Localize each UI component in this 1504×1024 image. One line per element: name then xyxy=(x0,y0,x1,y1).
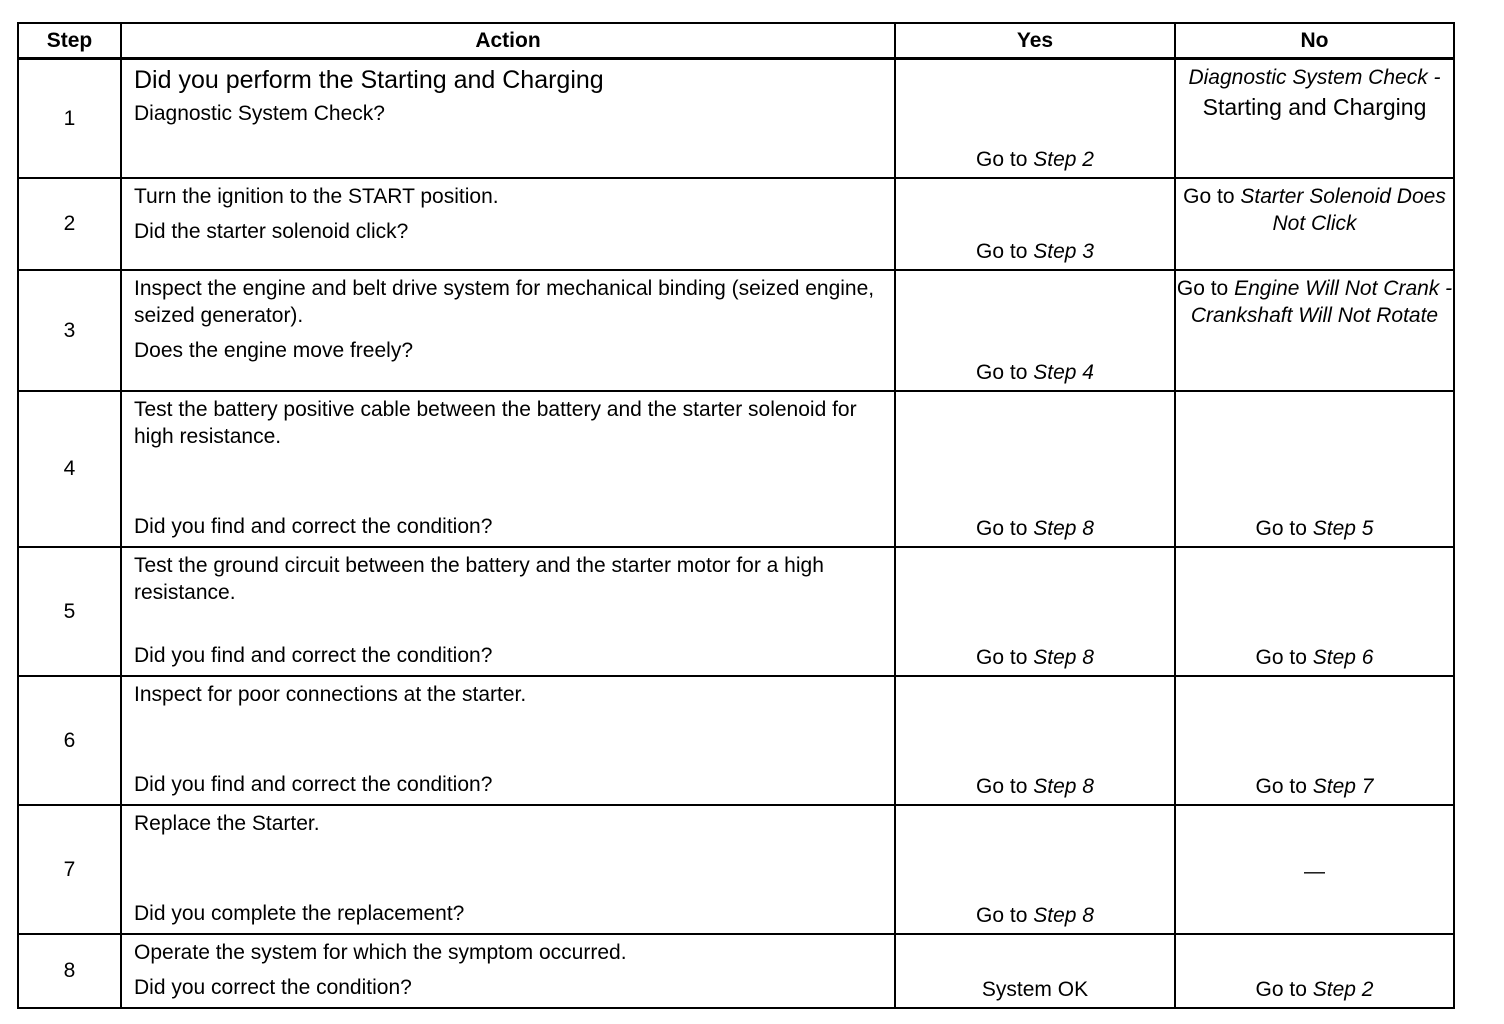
yes-link[interactable]: Step 8 xyxy=(1033,903,1094,927)
yes-cell xyxy=(895,547,1175,676)
action-cell xyxy=(121,547,895,676)
action-line: Did you perform the Starting and Charging xyxy=(134,66,604,94)
step-number: 5 xyxy=(18,547,121,676)
step-number: 6 xyxy=(18,676,121,805)
action-question: Did you find and correct the condition? xyxy=(134,643,493,667)
action-question: Did you complete the replacement? xyxy=(134,901,465,925)
no-prefix: Go to xyxy=(1255,645,1307,669)
no-prefix: Go to xyxy=(1255,774,1307,798)
no-link[interactable]: Starting and Charging xyxy=(1202,94,1427,120)
table-row xyxy=(18,805,1454,934)
step-number: 4 xyxy=(18,391,121,547)
header-step: Step xyxy=(18,23,121,59)
yes-cell xyxy=(895,934,1175,1008)
no-link[interactable]: Step 6 xyxy=(1312,645,1374,669)
step-number: 8 xyxy=(18,934,121,1008)
action-question: Did you find and correct the condition? xyxy=(134,772,493,796)
yes-link[interactable]: Step 2 xyxy=(1033,147,1094,171)
no-link[interactable]: Engine Will Not Crank - Crankshaft Will Not Rotate xyxy=(1190,276,1453,327)
yes-link[interactable]: Step 4 xyxy=(1033,360,1094,384)
no-prefix: Go to xyxy=(1255,977,1307,1001)
action-cell xyxy=(121,805,895,934)
no-cell xyxy=(1175,178,1454,270)
yes-prefix: Go to xyxy=(976,360,1028,384)
header-no: No xyxy=(1175,23,1454,59)
yes-prefix: Go to xyxy=(976,645,1028,669)
no-cell xyxy=(1175,547,1454,676)
step-number: 2 xyxy=(18,178,121,270)
action-line: Turn the ignition to the START position. xyxy=(134,184,499,208)
table-row xyxy=(18,178,1454,270)
table-row xyxy=(18,934,1454,1008)
yes-text: System OK xyxy=(981,977,1089,1001)
action-line: Did the starter solenoid click? xyxy=(134,219,409,243)
no-cell xyxy=(1175,805,1454,934)
yes-cell xyxy=(895,270,1175,391)
table-row xyxy=(18,391,1454,547)
action-line: Operate the system for which the symptom occurred. xyxy=(134,940,627,964)
no-link[interactable]: Diagnostic System Check - xyxy=(1188,66,1441,89)
yes-link[interactable]: Step 8 xyxy=(1033,645,1094,669)
table-row xyxy=(18,270,1454,391)
yes-cell xyxy=(895,805,1175,934)
yes-cell xyxy=(895,178,1175,270)
no-cell xyxy=(1175,934,1454,1008)
no-prefix: Go to xyxy=(1255,516,1307,540)
no-link[interactable]: Starter Solenoid Does Not Click xyxy=(1240,184,1446,235)
no-cell xyxy=(1175,676,1454,805)
table-row xyxy=(18,676,1454,805)
no-link[interactable]: Step 5 xyxy=(1312,516,1374,540)
no-prefix: Go to xyxy=(1183,184,1235,208)
yes-cell xyxy=(895,59,1175,178)
action-text: Inspect for poor connections at the starter. xyxy=(134,682,527,706)
header-row xyxy=(18,23,1454,59)
yes-prefix: Go to xyxy=(976,516,1028,540)
action-cell xyxy=(121,178,895,270)
no-prefix: Go to xyxy=(1176,276,1229,300)
action-question: Did you find and correct the condition? xyxy=(134,514,493,538)
yes-cell xyxy=(895,676,1175,805)
action-cell xyxy=(121,270,895,391)
action-text: Replace the Starter. xyxy=(134,811,320,835)
step-number: 1 xyxy=(18,59,121,178)
action-cell xyxy=(121,391,895,547)
action-cell xyxy=(121,676,895,805)
action-line: Did you correct the condition? xyxy=(134,975,412,999)
yes-cell xyxy=(895,391,1175,547)
yes-prefix: Go to xyxy=(976,239,1028,263)
no-cell xyxy=(1175,59,1454,178)
action-text: Inspect the engine and belt drive system for mechanical binding (seized engine, seized generator). xyxy=(134,276,875,327)
no-dash: — xyxy=(1304,859,1325,883)
header-yes: Yes xyxy=(895,23,1175,59)
table-row xyxy=(18,547,1454,676)
yes-link[interactable]: Step 3 xyxy=(1033,239,1094,263)
header-action: Action xyxy=(121,23,895,59)
no-link[interactable]: Step 7 xyxy=(1312,774,1374,798)
diagnostic-table xyxy=(17,22,1455,1009)
action-line: Diagnostic System Check? xyxy=(134,102,385,125)
yes-prefix: Go to xyxy=(976,774,1028,798)
step-number: 3 xyxy=(18,270,121,391)
yes-link[interactable]: Step 8 xyxy=(1033,774,1094,798)
no-cell xyxy=(1175,270,1454,391)
step-number: 7 xyxy=(18,805,121,934)
yes-prefix: Go to xyxy=(976,903,1028,927)
no-cell xyxy=(1175,391,1454,547)
table-row xyxy=(18,59,1454,178)
action-text: Test the ground circuit between the battery and the starter motor for a high resistance. xyxy=(134,553,824,604)
action-question: Does the engine move freely? xyxy=(134,338,413,362)
no-link[interactable]: Step 2 xyxy=(1312,977,1374,1001)
yes-link[interactable]: Step 8 xyxy=(1033,516,1094,540)
action-cell xyxy=(121,934,895,1008)
action-cell xyxy=(121,59,895,178)
action-text: Test the battery positive cable between the battery and the starter solenoid for high resistance. xyxy=(134,397,857,448)
yes-prefix: Go to xyxy=(976,147,1028,171)
